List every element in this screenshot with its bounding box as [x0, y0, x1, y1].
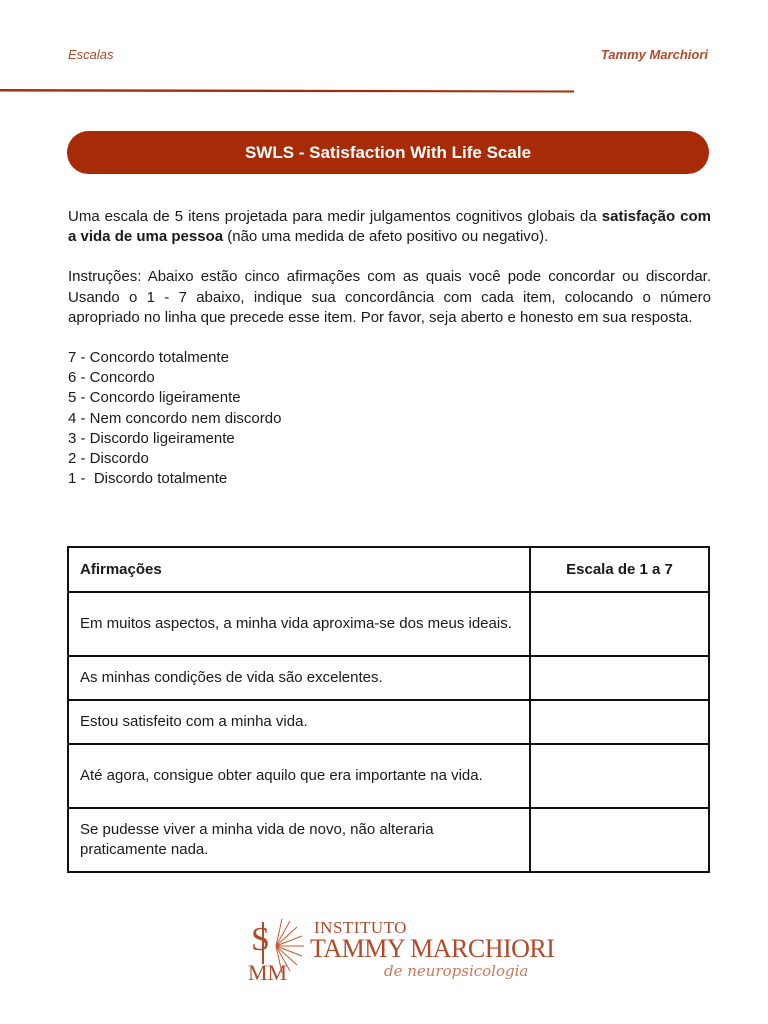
table-row: [68, 592, 709, 656]
page-title-banner: [67, 131, 709, 174]
scale-item: 6 - Concordo: [68, 369, 155, 387]
table-row: [68, 808, 709, 872]
table-header-row: [68, 547, 709, 592]
scale-item: 3 - Discordo ligeiramente: [68, 429, 235, 447]
statement-cell: Estou satisfeito com a minha vida.: [68, 700, 530, 744]
svg-text:S: S: [251, 921, 270, 958]
table-row: [68, 656, 709, 700]
statement-cell: Se pudesse viver a minha vida de novo, não alteraria praticamente nada.: [68, 808, 530, 872]
header-section-label: Escalas: [68, 47, 114, 62]
logo-monogram-icon: [246, 916, 308, 984]
table-row: [68, 744, 709, 808]
intro-paragraph: [68, 207, 711, 247]
instructions-paragraph: Instruções: Abaixo estão cinco afirmações com as quais você pode concordar ou discordar. Usando o 1 - 7 abaixo, indique sua concordância com cada item, colocando o número apropriado no linha que precede esse item. Por favor, seja aberto e honesto em sua resposta.: [68, 268, 711, 326]
logo-line-institute: INSTITUTO: [314, 918, 407, 937]
header-scale: Escala de 1 a 7: [530, 547, 709, 592]
header-author: Tammy Marchiori: [600, 47, 708, 62]
header-statements: Afirmações: [68, 547, 530, 592]
intro-text-start: Uma escala de 5 itens projetada para medir julgamentos cognitivos globais da: [68, 208, 602, 225]
scale-item: 4 - Nem concordo nem discordo: [68, 409, 282, 427]
score-cell[interactable]: [530, 744, 709, 808]
table-row: [68, 700, 709, 744]
scale-item: 1 - Discordo totalmente: [68, 470, 228, 488]
score-cell[interactable]: [530, 656, 709, 700]
score-cell[interactable]: [530, 700, 709, 744]
svg-text:MM: MM: [248, 960, 288, 984]
scale-item: 7 - Concordo totalmente: [68, 349, 229, 367]
header-divider: [0, 88, 574, 93]
intro-text-bold: satisfação com a vida de uma pessoa: [68, 208, 711, 246]
page-title: SWLS - Satisfaction With Life Scale: [244, 142, 532, 162]
statements-table: [67, 546, 710, 873]
score-cell[interactable]: [530, 808, 709, 872]
statement-cell: Em muitos aspectos, a minha vida aproxima-se dos meus ideais.: [68, 592, 530, 656]
document-body: [68, 207, 711, 489]
logo-line-subtitle: de neuropsicologia: [384, 962, 529, 980]
institute-logo: [246, 916, 555, 988]
intro-text-end: (não uma medida de afeto positivo ou negativo).: [223, 228, 549, 246]
scale-item: 5 - Concordo ligeiramente: [68, 389, 241, 407]
scale-legend: [68, 348, 711, 489]
statement-cell: Até agora, consigue obter aquilo que era importante na vida.: [68, 744, 530, 808]
scale-item: 2 - Discordo: [68, 450, 149, 468]
logo-line-name: TAMMY MARCHIORI: [310, 934, 555, 963]
statement-cell: As minhas condições de vida são excelentes.: [68, 656, 530, 700]
score-cell[interactable]: [530, 592, 709, 656]
